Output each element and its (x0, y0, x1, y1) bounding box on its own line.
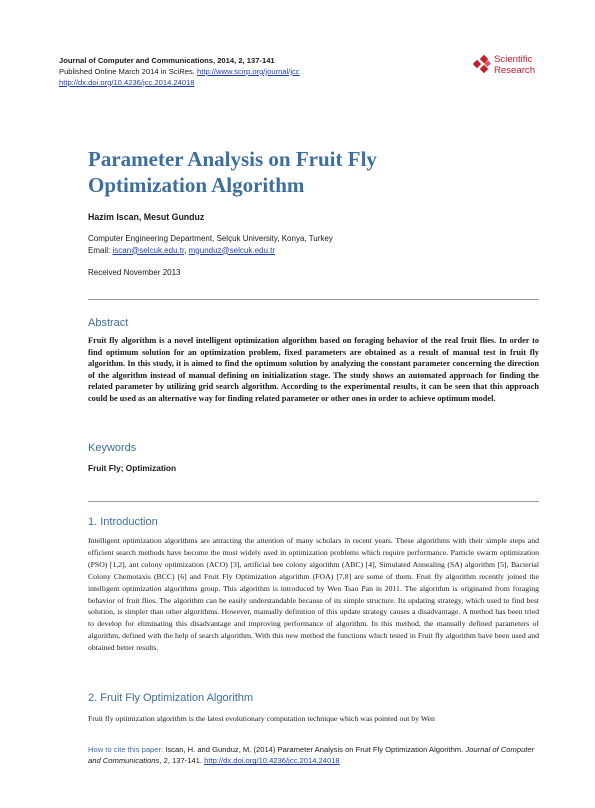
journal-header (59, 56, 379, 88)
logo-line2: Research (494, 65, 536, 76)
email-prefix: Email: (88, 245, 111, 255)
title-line2: Optimization Algorithm (88, 173, 305, 197)
publisher-logo (472, 52, 552, 82)
section2-heading: 2. Fruit Fly Optimization Algorithm (88, 692, 254, 704)
divider-bottom (88, 501, 539, 502)
published-line (59, 67, 379, 78)
email1-link[interactable]: iscan@selcuk.edu.tr (112, 245, 185, 255)
citation-details: , 2, 137-141. (159, 756, 202, 766)
email-line: Email: iscan@selcuk.edu.tr, mgunduz@selcuk.edu.tr (88, 245, 276, 255)
email2-link[interactable]: mgunduz@selcuk.edu.tr (188, 245, 276, 255)
published-prefix: Published Online March 2014 in SciRes. (59, 66, 195, 76)
citation-text: Iscan, H. and Gunduz, M. (2014) Parameter Analysis on Fruit Fly Optimization Algorithm. (165, 745, 464, 754)
abstract-text: Fruit fly algorithm is a novel intelligent optimization algorithm based on foraging behavior of the real fruit flies. In order to find optimum solution for an optimization problem, fixed parameters are obtained as a result of manual test in fruit fly algorithm. In this study, it is aimed to find the optimum solution by analyzing the constant parameter concerning the direction of the algorithm instead of manual defining on initialization stage. The study shows an automated approach for finding the related parameter by utilizing grid search algorithm. According to the experimental results, it can be seen that this approach could be used as an alternative way for finding related parameter or other ones in order to achieve optimum model. (88, 336, 539, 403)
citation-block (88, 744, 543, 767)
citation-label: How to cite this paper: (88, 745, 164, 754)
section2-text: Fruit fly optimization algorithm is the latest evolutionary computation technique which was pointed out by Wen (88, 714, 435, 723)
journal-url-link[interactable]: http://www.scirp.org/journal/jcc (197, 66, 300, 76)
journal-line: Journal of Computer and Communications, 2014, 2, 137-141 (59, 56, 275, 65)
citation-doi-link[interactable]: http://dx.doi.org/10.4236/jcc.2014.24018 (204, 756, 340, 766)
doi-link[interactable]: http://dx.doi.org/10.4236/jcc.2014.24018 (59, 77, 195, 87)
logo-text (494, 54, 535, 76)
affiliation-block (88, 233, 508, 256)
logo-line1: Scientific (494, 54, 533, 65)
received-date: Received November 2013 (88, 268, 181, 277)
scientific-research-logo-icon (472, 55, 492, 75)
title-line1: Parameter Analysis on Fruit Fly (88, 147, 377, 171)
authors: Hazim Iscan, Mesut Gunduz (88, 212, 205, 222)
keywords-text: Fruit Fly; Optimization (88, 463, 177, 473)
abstract-heading: Abstract (88, 317, 129, 329)
paper-title (88, 146, 528, 198)
keywords-heading: Keywords (88, 442, 137, 454)
citation-journal: Journal of Computer and Communications (88, 745, 535, 766)
affiliation: Computer Engineering Department, Selçuk University, Konya, Turkey (88, 234, 333, 243)
divider-top (88, 299, 539, 300)
section1-text: Intelligent optimization algorithms are attracting the attention of many scholars in recent years. These algorithms with their simple steps and efficient search methods have become the most widely used in optimization problems which require performance. Particle swarm optimization (PSO) [1,2], ant colony optimization (ACO) [3], artificial bee colony algorithm (ABC) [4], Simulated Annealing (SA) algorithm [5], Bacterial Colony Chemotaxis (BCC) [6] and Fruit Fly Optimization algorithm (FOA) [7,8] are some of them. Fruit fly algorithm recently joined the intelligent optimization algorithms group. This algorithm is introduced by Wen Tsao Pan in 2011. The algorithm is originated from foraging behavior of fruit flies. The algorithm can be easily understandable because of its simple structure. Its updating strategy, which used to find best solution, is simpler than other algorithms. However, manually definition of this update strategy causes a disadvantage. A method has been tried to develop for eliminating this disadvantage and improving performance of algorithm. In this method, the manually defined parameters of algorithm, defined with the help of search algorithm. With this new method the functions which tested in Fruit fly algorithm have been used and obtained better results. (88, 536, 539, 653)
section1-heading: 1. Introduction (88, 516, 158, 528)
